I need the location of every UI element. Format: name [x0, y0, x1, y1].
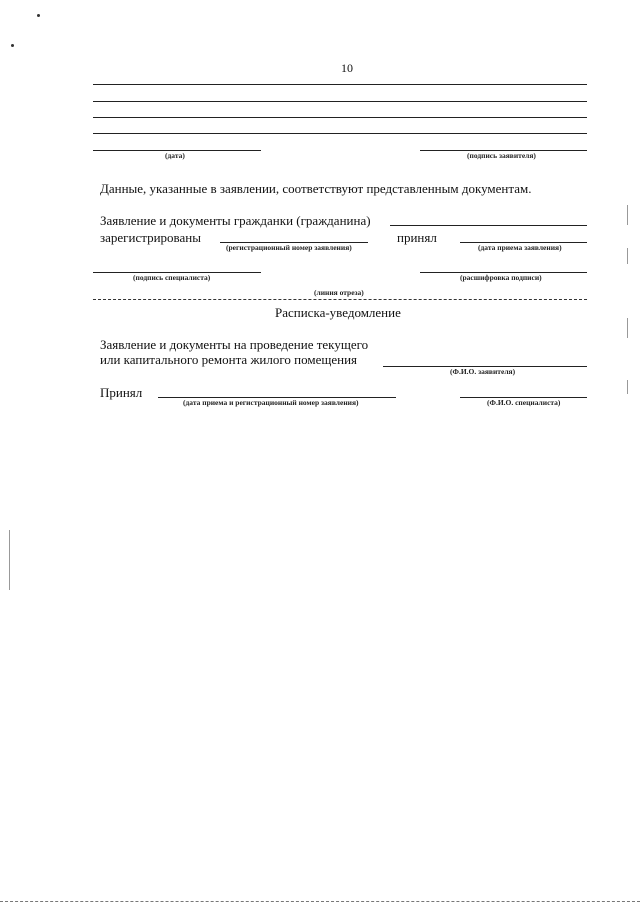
date-reg-caption: (дата приема и регистрационный номер заявления) [183, 398, 359, 407]
blank-line [93, 117, 587, 118]
receipt-line-2: или капитального ремонта жилого помещения [100, 352, 358, 367]
receipt-line-1: Заявление и документы на проведение текущего [100, 337, 369, 352]
accepted-label: принял [397, 230, 437, 245]
scan-speck [11, 44, 14, 47]
scan-edge-mark [627, 248, 628, 264]
receipt-title: Расписка-уведомление [275, 305, 401, 320]
statement-text: Данные, указанные в заявлении, соответствуют представленным документам. [100, 181, 532, 196]
scan-edge-mark [627, 205, 628, 225]
applicant-name-caption: (Ф.И.О. заявителя) [450, 367, 516, 376]
registration-line-2: зарегистрированы [100, 230, 201, 245]
scan-edge-mark [9, 530, 10, 590]
scan-bottom-edge [0, 901, 640, 902]
blank-line [93, 101, 587, 102]
date-caption: (дата) [165, 151, 185, 160]
scan-speck [37, 14, 40, 17]
page-number: 10 [341, 61, 353, 75]
reg-number-caption: (регистрационный номер заявления) [226, 243, 352, 252]
signature-decoding-caption: (расшифровка подписи) [460, 273, 542, 282]
blank-line [93, 84, 587, 85]
applicant-signature-caption: (подпись заявителя) [467, 151, 536, 160]
cut-line-caption: (линия отреза) [314, 288, 364, 297]
registration-blank-line [390, 225, 587, 226]
blank-line [93, 133, 587, 134]
scan-edge-mark [627, 318, 628, 338]
scan-edge-mark [627, 380, 628, 394]
receipt-date-caption: (дата приема заявления) [478, 243, 562, 252]
cut-line [93, 299, 587, 300]
specialist-signature-caption: (подпись специалиста) [133, 273, 211, 282]
receipt-accepted-label: Принял [100, 385, 143, 400]
specialist-name-caption: (Ф.И.О. специалиста) [487, 398, 561, 407]
registration-line-1: Заявление и документы гражданки (гражданина) [100, 213, 371, 228]
